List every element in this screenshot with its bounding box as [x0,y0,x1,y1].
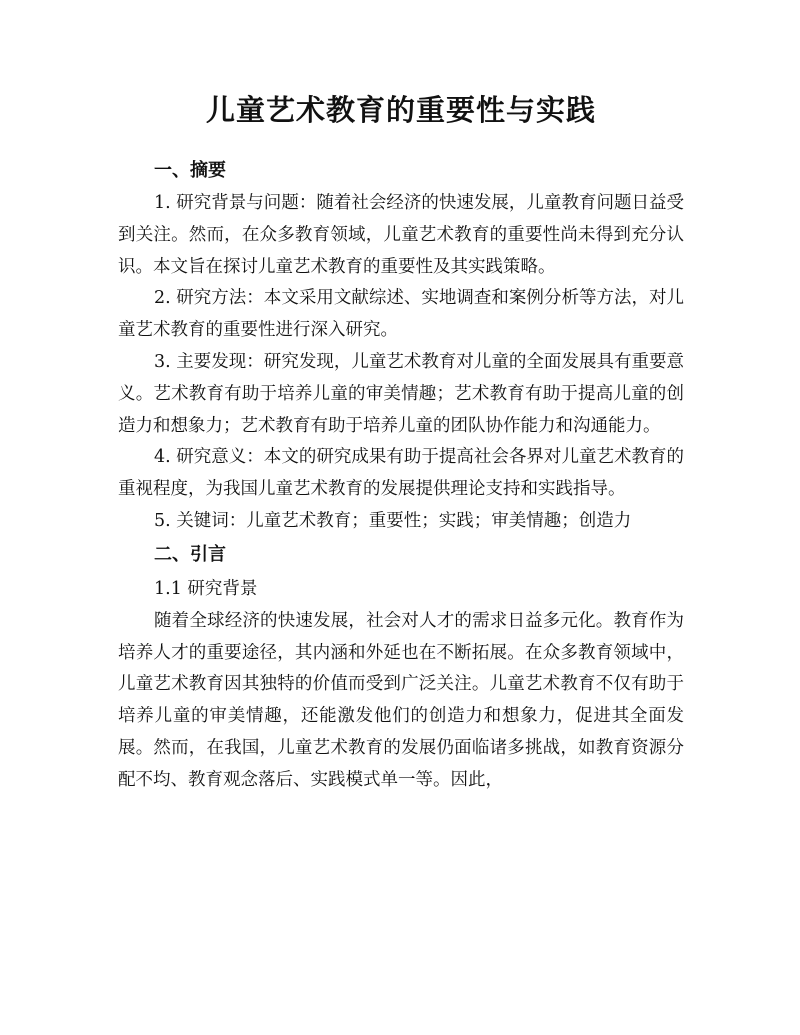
section-heading: 二、引言 [154,543,226,565]
section-abstract [118,154,684,538]
paragraph: 1. 研究背景与问题：随着社会经济的快速发展，儿童教育问题日益受到关注。然而，在众多教育领域，儿童艺术教育的重要性尚未得到充分认识。本文旨在探讨儿童艺术教育的重要性及其实践策略。 [118,193,684,277]
paragraph: 5. 关键词：儿童艺术教育；重要性；实践；审美情趣；创造力 [154,510,632,531]
paragraph: 3. 主要发现：研究发现，儿童艺术教育对儿童的全面发展具有重要意义。艺术教育有助于培养儿童的审美情趣；艺术教育有助于提高儿童的创造力和想象力；艺术教育有助于培养儿童的团队协作能力和沟通能力。 [118,351,684,436]
section-introduction [118,538,684,797]
paragraph: 4. 研究意义：本文的研究成果有助于提高社会各界对儿童艺术教育的重视程度，为我国儿童艺术教育的发展提供理论支持和实践指导。 [118,447,684,500]
paragraph: 2. 研究方法：本文采用文献综述、实地调查和案例分析等方法，对儿童艺术教育的重要性进行深入研究。 [118,288,684,341]
document-title: 儿童艺术教育的重要性与实践 [205,93,596,127]
paragraph: 随着全球经济的快速发展，社会对人才的需求日益多元化。教育作为培养人才的重要途径，其内涵和外延也在不断拓展。在众多教育领域中，儿童艺术教育因其独特的价值而受到广泛关注。儿童艺术教育不仅有助于培养儿童的审美情趣，还能激发他们的创造力和想象力，促进其全面发展。然而，在我国，儿童艺术教育的发展仍面临诸多挑战，如教育资源分配不均、教育观念落后、实践模式单一等。因此， [118,610,684,790]
section-heading: 一、摘要 [154,160,226,181]
document-page [118,88,684,797]
subsection-heading: 1.1 研究背景 [154,578,258,599]
